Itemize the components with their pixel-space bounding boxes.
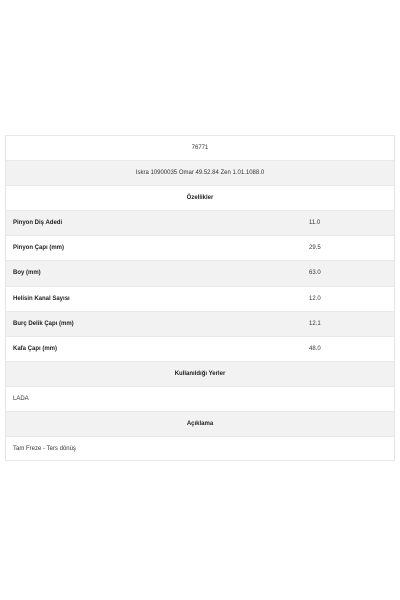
- product-details-table: [5, 135, 395, 461]
- spec-label: Pinyon Diş Adedi: [13, 220, 63, 227]
- spec-row: [6, 260, 394, 285]
- spec-row: [6, 235, 394, 260]
- spec-label: Burç Delik Çapı (mm): [13, 320, 74, 327]
- description-heading: Açıklama: [186, 421, 214, 428]
- description-row: [6, 436, 394, 461]
- description-heading-row: [6, 411, 394, 436]
- spec-row: [6, 210, 394, 235]
- spec-value: 12.0: [309, 295, 321, 302]
- usage-row: [6, 386, 394, 411]
- spec-row: [6, 286, 394, 311]
- spec-value: 63.0: [309, 270, 321, 277]
- description-value: Tam Freze - Ters dönüş: [13, 445, 76, 452]
- product-code: 76771: [191, 145, 209, 151]
- spec-label: Kafa Çapı (mm): [13, 346, 58, 353]
- cross-reference: Iskra 10900035 Omar 49.52.84 Zen 1.01.1088.0: [135, 170, 265, 176]
- usage-value: LADA: [13, 396, 29, 403]
- spec-value: 12.1: [309, 320, 321, 327]
- spec-value: 48.0: [309, 346, 321, 353]
- usage-heading-row: [6, 361, 394, 386]
- usage-heading: Kullanıldığı Yerler: [174, 371, 226, 378]
- product-code-row: [6, 135, 394, 160]
- spec-label: Pinyon Çapı (mm): [13, 245, 65, 252]
- spec-row: [6, 311, 394, 336]
- spec-label: Helisin Kanal Sayısı: [13, 295, 70, 302]
- spec-label: Boy (mm): [13, 270, 41, 277]
- spec-row: [6, 336, 394, 361]
- specs-heading: Özellikler: [186, 195, 214, 201]
- spec-value: 11.0: [309, 220, 321, 227]
- spec-value: 29.5: [309, 245, 321, 252]
- cross-reference-row: [6, 160, 394, 185]
- specs-heading-row: [6, 185, 394, 210]
